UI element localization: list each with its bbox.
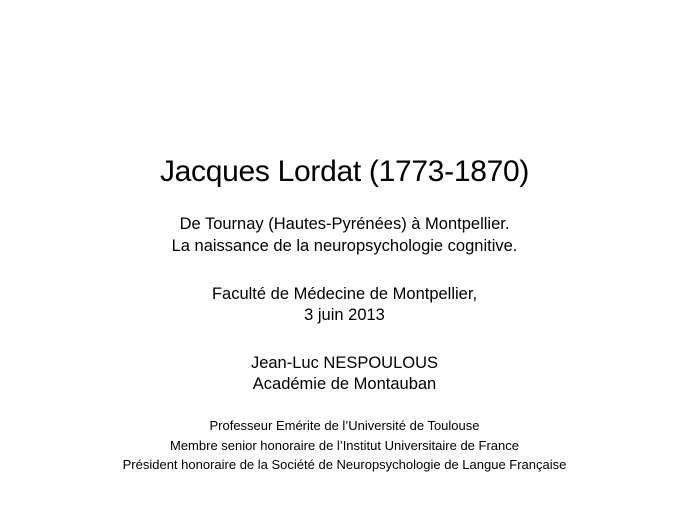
author-affiliation: Académie de Montauban	[252, 375, 437, 393]
slide-title: Jacques Lordat (1773-1870)	[159, 155, 530, 188]
credential-line-1: Professeur Emérite de l’Université de Toulouse	[209, 418, 480, 433]
credential-line-3: Président honoraire de la Société de Neuropsychologie de Langue Française	[122, 457, 567, 472]
credential-line-2: Membre senior honoraire de l’Institut Universitaire de France	[170, 438, 519, 453]
subtitle-line-2: La naissance de la neuropsychologie cognitive.	[171, 237, 518, 255]
author-name: Jean-Luc NESPOULOUS	[250, 354, 439, 372]
venue-line-1: Faculté de Médecine de Montpellier,	[211, 285, 478, 303]
venue-date: 3 juin 2013	[304, 306, 385, 324]
subtitle-line-1: De Tournay (Hautes-Pyrénées) à Montpellier.	[179, 215, 510, 233]
